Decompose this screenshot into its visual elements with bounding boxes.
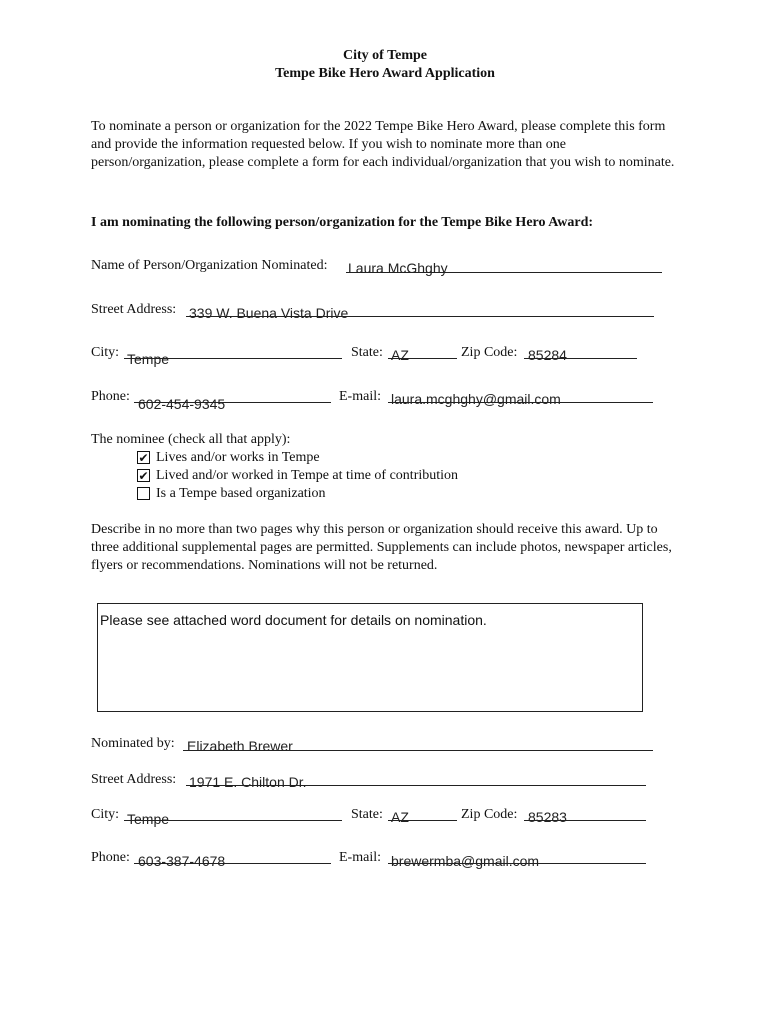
- nominator-zip-label: Zip Code:: [461, 807, 518, 822]
- checkbox-label-lives-works: Lives and/or works in Tempe: [156, 450, 320, 465]
- nominee-city-label: City:: [91, 345, 120, 360]
- nominator-state-field[interactable]: AZ: [391, 809, 409, 825]
- nominator-email-label: E-mail:: [339, 850, 381, 865]
- document-title: City of Tempe: [343, 48, 427, 63]
- checklist-heading: The nominee (check all that apply):: [91, 432, 291, 447]
- nominator-street-label: Street Address:: [91, 772, 177, 787]
- nominee-phone-label: Phone:: [91, 389, 130, 404]
- checkbox-label-lived-worked: Lived and/or worked in Tempe at time of contribution: [156, 468, 459, 483]
- checkbox-lives-works[interactable]: ✔: [138, 451, 149, 465]
- document-subtitle: Tempe Bike Hero Award Application: [275, 66, 495, 81]
- description-text: Please see attached word document for details on nomination.: [100, 612, 487, 628]
- nominator-city-label: City:: [91, 807, 120, 822]
- nominator-name-label: Nominated by:: [91, 736, 175, 751]
- nominee-street-label: Street Address:: [91, 302, 177, 317]
- describe-paragraph: Describe in no more than two pages why this person or organization should receive this award. Up to three additional supplemental pages are permitted. Supplements can include photos, newspaper articles, flyers or recommendations. Nominations will not be returned.: [91, 522, 672, 573]
- nominee-zip-label: Zip Code:: [461, 345, 518, 360]
- nominee-name-label: Name of Person/Organization Nominated:: [91, 258, 328, 273]
- nominee-zip-field[interactable]: 85284: [528, 347, 567, 363]
- nominee-street-field[interactable]: 339 W. Buena Vista Drive: [189, 305, 349, 321]
- nominator-street-field[interactable]: 1971 E. Chilton Dr.: [189, 774, 307, 790]
- nominator-zip-field[interactable]: 85283: [528, 809, 567, 825]
- nominator-name-field[interactable]: Elizabeth Brewer: [187, 738, 293, 754]
- nominee-name-field[interactable]: Laura McGhghy: [348, 260, 448, 276]
- nominator-city-field[interactable]: Tempe: [127, 811, 170, 827]
- intro-paragraph: To nominate a person or organization for the 2022 Tempe Bike Hero Award, please complete this form and provide the information requested below. If you wish to nominate more than one person/organization, please complete a form for each individual/organization that you wish to nominate.: [91, 119, 675, 170]
- nominee-state-label: State:: [351, 345, 383, 360]
- checkbox-tempe-organization[interactable]: [137, 487, 150, 500]
- description-textarea[interactable]: [97, 603, 643, 712]
- nominator-state-label: State:: [351, 807, 383, 822]
- nominee-city-field[interactable]: Tempe: [127, 351, 170, 367]
- nominating-heading: I am nominating the following person/organization for the Tempe Bike Hero Award:: [91, 215, 594, 230]
- nominator-phone-field[interactable]: 603-387-4678: [138, 853, 226, 869]
- nominee-email-label: E-mail:: [339, 389, 381, 404]
- nominator-phone-label: Phone:: [91, 850, 130, 865]
- nominee-email-field[interactable]: laura.mcghghy@gmail.com: [391, 391, 561, 407]
- nominator-email-field[interactable]: brewermba@gmail.com: [391, 853, 540, 869]
- nominee-phone-field[interactable]: 602-454-9345: [138, 396, 226, 412]
- nominee-state-field[interactable]: AZ: [391, 347, 409, 363]
- checkbox-label-tempe-organization: Is a Tempe based organization: [156, 486, 326, 501]
- checkbox-lived-worked[interactable]: ✔: [138, 469, 149, 483]
